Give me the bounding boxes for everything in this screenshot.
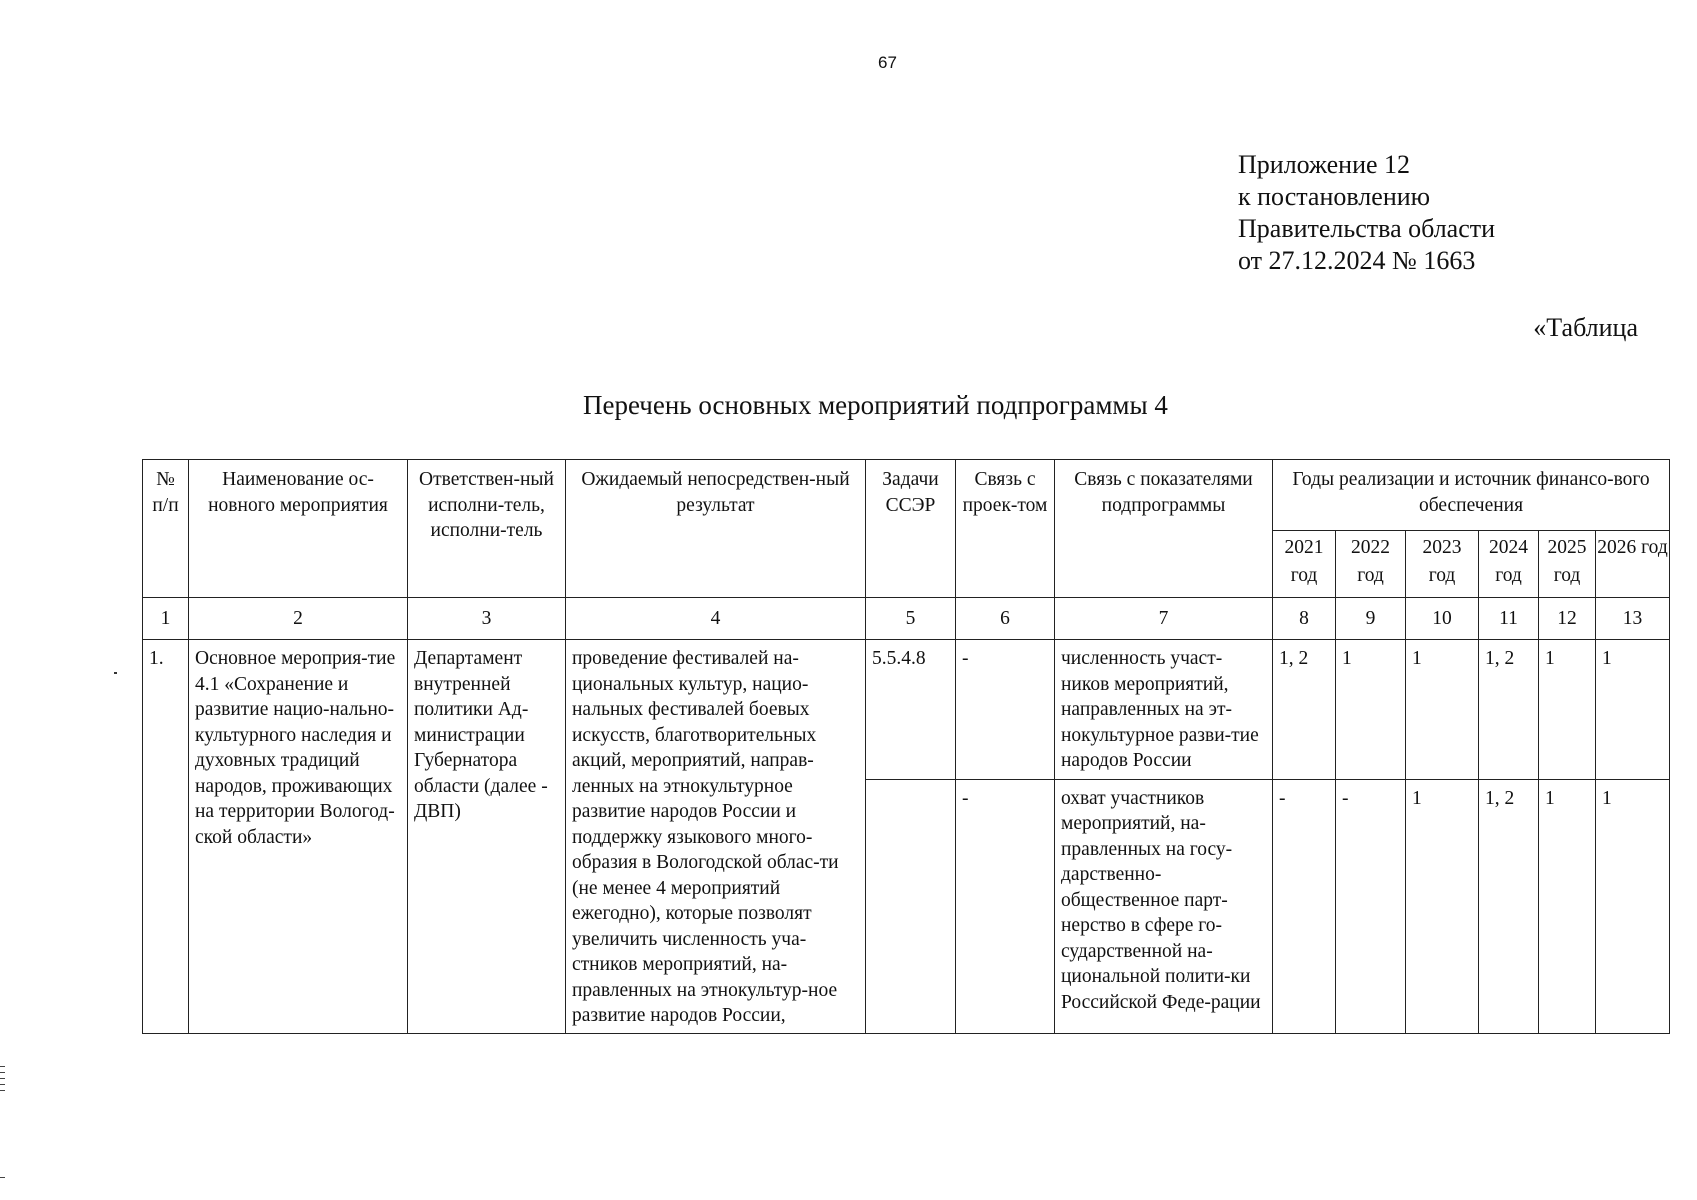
row-year-value: 1 [1406,640,1479,780]
row-year-value: - [1336,779,1406,1033]
column-number: 7 [1055,598,1273,640]
row-project-link: - [956,640,1055,780]
header-name: Наименование ос-новного мероприятия [189,460,408,598]
row-year-value: 1 [1539,640,1596,780]
column-number: 6 [956,598,1055,640]
appendix-line-3: Правительства области [1238,214,1496,243]
measures-table [142,459,1670,1034]
row-year-value: - [1273,779,1336,1033]
row-tasks-empty [866,779,956,1033]
scan-tick-mark [0,1177,5,1178]
scan-margin-marks [0,1066,5,1096]
column-number: 4 [566,598,866,640]
table-row [143,640,1670,780]
header-result: Ожидаемый непосредствен-ный результат [566,460,866,598]
header-tasks: Задачи ССЭР [866,460,956,598]
column-number: 5 [866,598,956,640]
header-years-group: Годы реализации и источник финансо-вого обеспечения [1273,460,1670,531]
row-year-value: 1 [1336,640,1406,780]
header-num: № п/п [143,460,189,598]
table-caption-word: «Таблица [1533,313,1638,342]
row-num: 1. [143,640,189,1034]
page-number: 67 [878,53,897,72]
appendix-block [1238,149,1495,277]
header-year-2024: 2024 год [1479,531,1539,598]
row-responsible: Департамент внутренней политики Ад-министрации Губернатора области (далее - ДВП) [408,640,566,1034]
appendix-line-4: от 27.12.2024 № 1663 [1238,246,1476,275]
header-year-2022: 2022 год [1336,531,1406,598]
header-indicators-link: Связь с показателями подпрограммы [1055,460,1273,598]
row-year-value: 1, 2 [1479,640,1539,780]
column-number: 9 [1336,598,1406,640]
header-year-2021: 2021 год [1273,531,1336,598]
row-measure-name: Основное мероприя-тие 4.1 «Сохранение и развитие нацио-нально-культурного наследия и духовных традиций народов, проживающих на территории Вологод-ской области» [189,640,408,1034]
column-number: 10 [1406,598,1479,640]
row-year-value: 1 [1539,779,1596,1033]
row-tasks: 5.5.4.8 [866,640,956,780]
column-number: 11 [1479,598,1539,640]
row-year-value: 1 [1596,640,1670,780]
header-project-link: Связь с проек-том [956,460,1055,598]
column-numbers-row [143,598,1670,640]
header-year-2026: 2026 год [1596,531,1670,598]
document-title: Перечень основных мероприятий подпрограммы 4 [583,390,1168,420]
row-indicator: охват участников мероприятий, на-правленных на госу-дарственно-общественное парт-нерство в сфере го-сударственной на-циональной полити-ки Российской Феде-рации [1055,779,1273,1033]
scan-dot-mark [114,672,117,674]
column-number: 13 [1596,598,1670,640]
column-number: 3 [408,598,566,640]
header-year-2025: 2025 год [1539,531,1596,598]
row-indicator: численность участ-ников мероприятий, направленных на эт-нокультурное разви-тие народов России [1055,640,1273,780]
appendix-line-1: Приложение 12 [1238,150,1411,179]
row-year-value: 1 [1596,779,1670,1033]
row-year-value: 1, 2 [1479,779,1539,1033]
appendix-line-2: к постановлению [1238,182,1431,211]
column-number: 1 [143,598,189,640]
column-number: 8 [1273,598,1336,640]
header-responsible: Ответствен-ный исполни-тель, исполни-тель [408,460,566,598]
row-expected-result: проведение фестивалей на-циональных культур, нацио-нальных фестивалей боевых искусств, благотворительных акций, мероприятий, направ-ленных на этнокультурное развитие народов России и поддержку языкового много-образия в Вологодской облас-ти (не менее 4 мероприятий ежегодно), которые позволят увеличить численность уча-стников мероприятий, на-правленных на этнокультур-ное развитие народов России, [566,640,866,1034]
column-number: 12 [1539,598,1596,640]
row-project-link: - [956,779,1055,1033]
column-number: 2 [189,598,408,640]
header-row [143,460,1670,531]
header-year-2023: 2023 год [1406,531,1479,598]
row-year-value: 1 [1406,779,1479,1033]
row-year-value: 1, 2 [1273,640,1336,780]
